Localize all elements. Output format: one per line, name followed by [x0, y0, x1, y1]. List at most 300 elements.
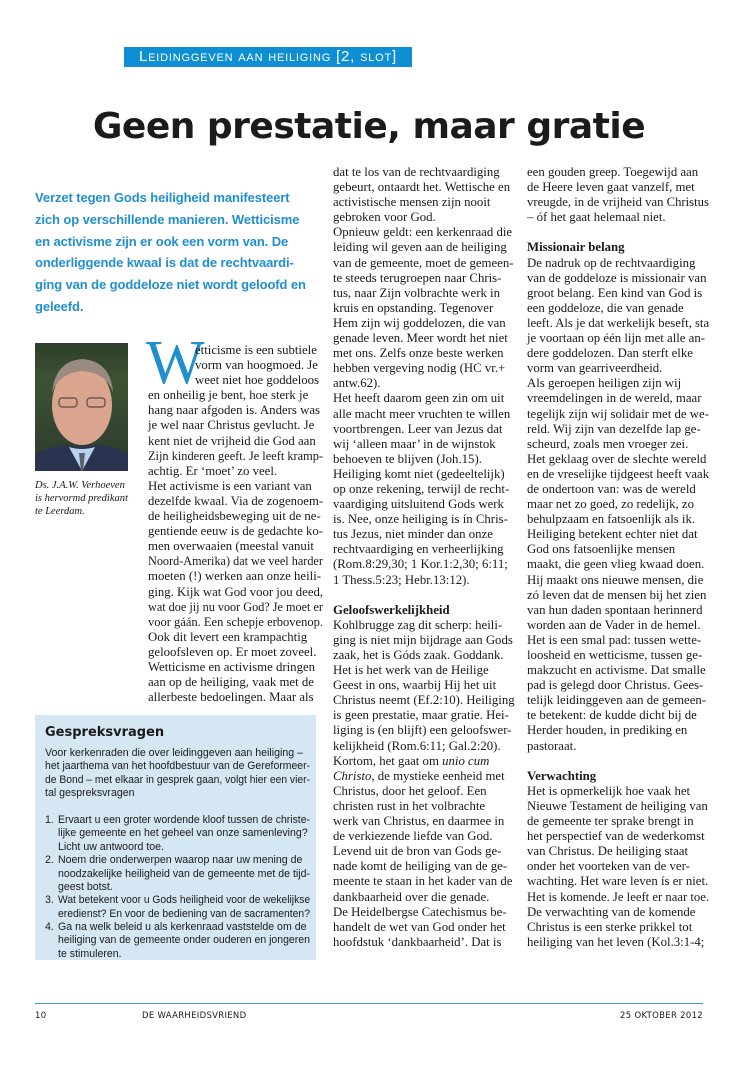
text-line: Christus is een sterke prikkel tot	[527, 919, 693, 934]
text-line-row	[527, 437, 709, 452]
text-line-row	[333, 407, 515, 422]
text-line-row	[527, 844, 709, 859]
text-line: kent niet de vrijheid die God aan	[148, 433, 316, 448]
text-line: van de gemeente, moet de gemeen-	[333, 255, 514, 270]
intro-line-row	[35, 231, 320, 253]
text-line-row	[333, 437, 515, 452]
text-line: reld. Wij zijn van dezelfde lap ge-	[527, 421, 701, 436]
question-item	[45, 854, 310, 894]
text-line-row	[527, 256, 709, 271]
text-line-row	[527, 301, 709, 316]
text-line: het perspectief van de wederkomst	[527, 829, 705, 844]
text-line-row	[333, 890, 515, 905]
text-line-row	[527, 331, 709, 346]
question-line: Wat betekent voor u Gods heiligheid voor de wekelijkse	[58, 894, 311, 907]
text-line: activistische mensen zijn nooit	[333, 195, 491, 210]
text-line-row	[527, 723, 709, 738]
text-line: tus Jezus, niet minder dan onze	[333, 527, 493, 542]
text-line-row	[148, 675, 323, 690]
text-line: gentiende eeuw is de gedachte ko-	[148, 524, 324, 539]
text-line: Het is opmerkelijk hoe vaak het	[527, 783, 691, 798]
text-line-row	[333, 271, 515, 286]
text-line: vaardiging uitsluitend Gods werk	[333, 497, 504, 512]
text-line: vorm van gearriveerdheid.	[527, 361, 663, 376]
intro-line: onderliggende kwaal is dat de rechtvaardi-	[35, 255, 294, 271]
text-line-row	[527, 376, 709, 391]
text-line-row	[527, 512, 709, 527]
text-line: de gemeente ter sprake brengt in	[527, 814, 694, 829]
text-line: voortbrengen. Leer van Jezus dat	[333, 421, 503, 436]
text-line: tegelijk zijn wij solidair met de we-	[527, 406, 709, 421]
publication-name: DE WAARHEIDSVRIEND	[142, 1011, 247, 1021]
text-line: behoeven te blijven (Joh.15).	[333, 451, 482, 466]
text-line-row	[148, 403, 323, 418]
text-line-row	[333, 346, 515, 361]
text-line-row	[527, 890, 709, 905]
text-line-row	[333, 452, 515, 467]
text-line: Nieuwe Testament de heiliging van	[527, 798, 708, 813]
text-line-row	[527, 920, 709, 935]
text-line: op onze rekening, terwijl de recht-	[333, 481, 510, 496]
intro-line-row	[35, 274, 320, 296]
text-line-row	[333, 693, 515, 708]
text-line-row	[148, 434, 323, 449]
text-line: wat doe jij nu voor God? Je moet er	[148, 599, 323, 614]
text-line: te betekent: de kudde dicht bij de	[527, 708, 697, 723]
question-line: noodzakelijke heiligheid van de gemeente met de tijd-	[58, 867, 311, 880]
text-line: meente te staan in het kader van de	[333, 874, 513, 889]
blank-line	[527, 754, 709, 769]
caption-line: is hervormd predikant	[35, 493, 128, 504]
text-line: de heiligheidsbeweging uit de ne-	[148, 509, 321, 524]
text-line-row	[333, 844, 515, 859]
question-text	[58, 921, 310, 961]
text-line-row	[333, 739, 515, 754]
text-line-row	[333, 542, 515, 557]
page-number: 10	[35, 1011, 47, 1021]
text-line: de Heere leven gaat vanzelf, met	[527, 180, 695, 195]
text-line-row	[333, 195, 515, 210]
intro-line: zich op verschillende manieren. Wetticisme	[35, 211, 300, 227]
box-intro-line: Voor kerkenraden die over leidinggeven aan heiliging –	[45, 747, 303, 759]
text-line-row	[333, 422, 515, 437]
text-line-row	[148, 373, 323, 388]
author-photo	[35, 343, 128, 471]
text-line: pad is gelegd door Christus. Gees-	[527, 678, 704, 693]
text-line: is geen prestatie, maar gratie. Hei-	[333, 708, 509, 723]
text-line: ging is niet mijn bijdrage aan Gods	[333, 632, 513, 647]
text-line-row	[527, 588, 709, 603]
text-line-row	[333, 240, 515, 255]
text-line: Hij maakt ons nieuwe mensen, die	[527, 572, 704, 587]
text-line: scheurd, zoals men vroeger zei.	[527, 436, 689, 451]
text-line: Ook dit levert een krampachtig	[148, 629, 308, 644]
text-line-row	[333, 512, 515, 527]
text-line: Als geroepen heiligen zijn wij	[527, 376, 682, 391]
text-line-row	[527, 180, 709, 195]
text-line-row	[527, 527, 709, 542]
text-line-row	[527, 452, 709, 467]
question-item	[45, 814, 310, 854]
text-line: hoofdstuk ‘dankbaarheid’. Dat is	[333, 934, 502, 949]
text-line: Levend uit de bron van Gods ge-	[333, 844, 502, 859]
text-line: Heiliging komt niet (gedeeltelijk)	[333, 466, 505, 481]
text-line-row	[527, 316, 709, 331]
text-line: worden aan de Vader in de hemel.	[527, 617, 701, 632]
text-line-row	[527, 467, 709, 482]
caption-line: te Leerdam.	[35, 506, 85, 517]
text-line-row	[333, 769, 515, 784]
text-line: je wel naar Christus gevlucht. Je	[148, 418, 315, 433]
text-line: en de vreselijke tijdgeest heeft vaak	[527, 466, 710, 481]
text-line-row	[527, 799, 709, 814]
text-line: Hem zijn wij goddelozen, die van	[333, 315, 506, 330]
box-intro-row	[45, 787, 310, 800]
text-line-row	[527, 165, 709, 180]
text-line: met ons. Zelfs onze beste werken	[333, 346, 504, 361]
question-number: 3.	[45, 894, 54, 907]
text-line-row	[527, 195, 709, 210]
text-line: liging is (en blijft) een geloofswer-	[333, 723, 512, 738]
page-title: Geen prestatie, maar gratie	[92, 106, 646, 147]
text-line	[333, 769, 505, 784]
text-line-row	[527, 708, 709, 723]
intro-line-row	[35, 296, 320, 318]
text-line: tus, naar Zijn volbrachte werk in	[333, 285, 501, 300]
box-intro-line: het jaarthema van het hoofdbestuur van de Gereformeer-	[45, 760, 311, 773]
question-number: 1.	[45, 813, 54, 826]
text-line-row	[333, 829, 515, 844]
box-intro-row	[45, 760, 310, 773]
intro-line: geleefd.	[35, 298, 84, 314]
intro-line-row	[35, 252, 320, 274]
text-line-row	[527, 618, 709, 633]
text-line-row	[333, 316, 515, 331]
text-line-row	[527, 346, 709, 361]
text-line-row	[527, 557, 709, 572]
text-line-row	[148, 449, 323, 464]
text-line: De Heidelbergse Catechismus be-	[333, 904, 507, 919]
text-line: behulpzaam en fatsoenlijk als ik.	[527, 512, 696, 527]
text-line: aan op de heiliging, vaak met de	[148, 675, 314, 690]
text-line: de ondertoon van: was de wereld	[527, 481, 696, 496]
text-line-row	[527, 693, 709, 708]
text-line: groot belang. Een kind van God is	[527, 285, 703, 300]
question-number: 2.	[45, 854, 54, 867]
text-line: onder het voorteken van de ver-	[527, 859, 690, 874]
text-line-row	[333, 678, 515, 693]
text-line: pastoraat.	[527, 738, 577, 753]
issue-date: 25 OKTOBER 2012	[620, 1011, 703, 1021]
section-banner: Leidinggeven aan heiliging [2, slot]	[124, 47, 412, 67]
text-line-row	[333, 920, 515, 935]
subheading: Geloofswerkelijkheid	[333, 602, 450, 617]
text-line: achtig. Er ‘moet’ zo veel.	[148, 463, 278, 478]
question-line: Ga na welk beleid u als kerkenraad vaststelde om de	[58, 921, 307, 934]
text-line: rechtvaardiging en verheerlijking	[333, 542, 504, 557]
text-line: Heiliging betekent echter niet dat	[527, 527, 698, 542]
question-line: te stimuleren.	[58, 947, 122, 960]
text-line-row	[527, 240, 709, 255]
question-row	[58, 881, 310, 894]
text-line-row	[527, 739, 709, 754]
text-line: van hun daden spontaan herinnerd	[527, 602, 703, 617]
question-text	[58, 894, 310, 921]
text-line-row	[148, 690, 323, 705]
text-line-row	[333, 165, 515, 180]
text-line: wachting. Het ware leven ís er niet.	[527, 874, 709, 889]
text-line: vreemdelingen in de wereld, maar	[527, 391, 702, 406]
text-line: Geest in ons, waarbij Hij het uit	[333, 678, 497, 693]
text-line: en onheilig je bent, hoe sterk je	[148, 388, 309, 403]
text-line-row	[333, 723, 515, 738]
text-line: zaak, het is Góds zaak. Goddank.	[333, 648, 504, 662]
subheading: Verwachting	[527, 768, 597, 783]
text-line-row	[148, 418, 323, 433]
text-line: men overwaaien (meestal vanuit	[148, 539, 314, 554]
text-line: geloofsleven op. Er moet zoveel.	[148, 644, 317, 659]
text-line-row	[527, 422, 709, 437]
italic-phrase: Christo	[333, 768, 372, 783]
text-line: nade komt de heiliging van de ge-	[333, 859, 508, 874]
text-line: loosheid en wetticisme, tussen ge-	[527, 648, 703, 662]
text-line: handelt de wet van God onder het	[333, 919, 506, 934]
text-line: etticisme is een subtiele	[195, 343, 317, 357]
text-line-row	[333, 754, 515, 769]
article-column-3	[527, 165, 709, 950]
text-line-row	[333, 663, 515, 678]
text-line: antw.62).	[333, 376, 381, 391]
question-row	[58, 827, 310, 840]
text-line: van Christus. De heiliging staat	[527, 844, 689, 859]
question-row	[58, 868, 310, 881]
question-text	[58, 814, 310, 854]
text-line-row	[333, 180, 515, 195]
question-row	[58, 814, 310, 827]
text-line-row	[148, 509, 323, 524]
drop-cap: W	[146, 329, 205, 397]
blank-line	[527, 225, 709, 240]
intro-line: ging van de goddeloze niet wordt geloofd en	[35, 277, 306, 293]
text-line-row	[148, 494, 323, 509]
text-line-row	[148, 600, 323, 615]
text-line: telijk leidinggeven aan de gemeen-	[527, 693, 707, 708]
intro-line-row	[35, 209, 320, 231]
text-line: Opnieuw geldt: een kerkenraad die	[333, 225, 513, 240]
author-portrait-image	[35, 343, 128, 471]
text-line-row	[148, 630, 323, 645]
text-line: gebeurt, ontaardt het. Wettische en	[333, 180, 511, 195]
question-line: Ervaart u een groter wordende kloof tussen de christe-	[58, 813, 311, 826]
text-line: Wetticisme en activisme dringen	[148, 659, 316, 674]
question-row	[58, 841, 310, 854]
box-title: Gespreksvragen	[45, 725, 165, 740]
footer-divider	[35, 1003, 703, 1004]
text-line-row	[333, 905, 515, 920]
text-line-row	[527, 603, 709, 618]
text-segment: Kortom, het gaat om	[333, 753, 443, 768]
text-line-row	[333, 301, 515, 316]
text-line-row	[333, 573, 515, 588]
text-line-row	[333, 935, 515, 950]
text-line-row	[527, 633, 709, 648]
question-line: eredienst? En voor de bediening van de sacramenten?	[58, 907, 310, 920]
text-line	[333, 754, 489, 769]
text-line-row	[333, 361, 515, 376]
text-line: (Rom.8:29,30; 1 Kor.1:2,30; 6:11;	[333, 557, 508, 572]
text-line: christen rust in het volbrachte	[333, 798, 486, 813]
text-line-row	[148, 660, 323, 675]
text-line-row	[148, 585, 323, 600]
text-line: Het geklaag over de slechte wereld	[527, 451, 707, 466]
question-row	[58, 908, 310, 921]
text-line: hebben vergeving nodig (HC vr.+	[333, 361, 506, 376]
text-line: leiding wil geven aan de heiliging	[333, 240, 507, 255]
text-line-row	[333, 799, 515, 814]
question-row	[58, 854, 310, 867]
text-line-row	[527, 769, 709, 784]
question-line: geest botst.	[58, 880, 113, 893]
text-line-row	[333, 648, 515, 663]
text-line-row	[333, 859, 515, 874]
text-line-row	[527, 482, 709, 497]
text-line: Kohlbrugge zag dit scherp: heili-	[333, 617, 503, 632]
text-line: dat te los van de rechtvaardiging	[333, 165, 500, 179]
question-row	[58, 948, 310, 961]
article-intro	[35, 187, 320, 318]
text-line: kelijkheid (Rom.6:11; Gal.2:20).	[333, 738, 501, 753]
text-line-row	[527, 210, 709, 225]
box-intro-line: tal gespreksvragen	[45, 787, 135, 800]
text-line: is. Nee, onze heiliging is ín Chris-	[333, 512, 508, 527]
text-line: zó leven dat de mensen bij het zien	[527, 587, 707, 602]
text-line-row	[148, 539, 323, 554]
text-line-row	[148, 343, 323, 358]
text-line-row	[527, 271, 709, 286]
text-line-row	[333, 376, 515, 391]
text-line-row	[148, 358, 323, 373]
text-line-row	[333, 256, 515, 271]
text-line-row	[527, 905, 709, 920]
text-line: Christus neemt (Ef.2:10). Heiliging	[333, 693, 515, 708]
text-line: voor gáán. Een schepje erbovenop.	[148, 614, 323, 629]
text-line: Herder houden, in prediking en	[527, 723, 688, 738]
box-intro-line: de Bond – met elkaar in gesprek gaan, volgt hier een vier-	[45, 773, 311, 786]
text-line-row	[333, 467, 515, 482]
text-line-row	[527, 497, 709, 512]
text-line: dere goddelozen. Dan sterft elke	[527, 346, 693, 361]
text-line: heiliging van het leven (Kol.3:1-4;	[527, 934, 705, 949]
question-item	[45, 921, 310, 961]
text-line: Noord-Amerika) dat we veel harder	[148, 554, 323, 569]
text-line: maakt, die geen vlieg kwaad doen.	[527, 557, 705, 572]
text-line-row	[148, 554, 323, 569]
text-line: – óf het gaat helemaal niet.	[527, 210, 666, 225]
question-item	[45, 894, 310, 921]
text-line: moeten (!) werken aan onze heili-	[148, 569, 322, 584]
text-line-row	[148, 388, 323, 403]
text-line-row	[333, 784, 515, 799]
author-caption	[35, 479, 135, 518]
blank-line	[45, 801, 310, 814]
text-line: Het is komende. Je leeft er naar toe.	[527, 889, 710, 904]
text-line: ging. Kijk wat God voor jou deed,	[148, 584, 324, 599]
text-line: God ons fatsoenlijke mensen	[527, 542, 676, 557]
text-line-row	[148, 464, 323, 479]
text-line-row	[527, 663, 709, 678]
text-line: makzucht en activisme. Dat smalle	[527, 663, 706, 678]
intro-line: en activisme zijn er ook een vorm van. De	[35, 233, 289, 249]
text-line: te steeds terugroepen naar Chris-	[333, 270, 502, 285]
text-line-row	[333, 874, 515, 889]
text-line: alle macht meer vruchten te willen	[333, 406, 511, 421]
text-line: De nadruk op de rechtvaardiging	[527, 255, 696, 270]
text-line-row	[527, 286, 709, 301]
box-intro-row	[45, 774, 310, 787]
text-line-row	[333, 331, 515, 346]
box-intro-row	[45, 747, 310, 760]
text-line-row	[333, 286, 515, 301]
intro-line-row	[35, 187, 320, 209]
text-line: een gouden greep. Toegewijd aan	[527, 165, 699, 179]
text-line-row	[527, 542, 709, 557]
text-line: je voortaan op één lijn met alle an-	[527, 331, 706, 346]
text-line: wij ‘alleen maar’ in de wijnstok	[333, 436, 496, 451]
text-line: 1 Thess.5:23; Hebr.13:12).	[333, 572, 470, 587]
caption-line: Ds. J.A.W. Verhoeven	[35, 480, 125, 491]
text-line: dezelfde kwaal. Via de zogenoem-	[148, 493, 324, 508]
text-line: allerbeste bedoelingen. Maar als	[148, 690, 314, 705]
text-line-row	[527, 361, 709, 376]
text-line-row	[527, 859, 709, 874]
text-line: Het is het werk van de Heilige	[333, 663, 489, 678]
text-line: hang naar afgoden is. Anders was	[148, 403, 320, 418]
text-line: leeft. Als je dat werkelijk beseft, sta	[527, 315, 710, 330]
text-line-row	[333, 497, 515, 512]
text-line-row	[333, 557, 515, 572]
text-line-row	[333, 618, 515, 633]
text-line: genade leven. Meer wordt het niet	[333, 331, 508, 346]
question-line: heiliging van de gemeente onder ouderen en jongeren	[58, 934, 310, 947]
text-line-row	[148, 569, 323, 584]
text-line-row	[333, 603, 515, 618]
question-number: 4.	[45, 921, 54, 934]
text-line: gebroken voor God.	[333, 210, 436, 225]
text-line: de verkiezende liefde van God.	[333, 829, 493, 844]
question-line: lijke gemeente en het geheel van onze samenleving?	[58, 827, 308, 840]
box-body	[45, 747, 310, 961]
text-line: weet niet hoe goddeloos	[195, 373, 320, 388]
question-line: Noem drie onderwerpen waarop naar uw mening de	[58, 854, 303, 867]
text-line: Christus, door het geloof. Een	[333, 783, 487, 798]
text-line-row	[527, 874, 709, 889]
text-line-row	[527, 935, 709, 950]
question-text	[58, 854, 310, 894]
text-line: van de goddeloze is missionair van	[527, 270, 707, 285]
subheading: Missionair belang	[527, 240, 625, 255]
text-line: dankbaarheid over die genade.	[333, 889, 490, 904]
text-line-row	[148, 479, 323, 494]
article-column-1	[148, 343, 323, 705]
text-line-row	[148, 524, 323, 539]
text-line-row	[333, 633, 515, 648]
text-line-row	[527, 678, 709, 693]
text-line-row	[527, 829, 709, 844]
text-line-row	[527, 814, 709, 829]
intro-line: Verzet tegen Gods heiligheid manifesteert	[35, 190, 290, 205]
text-line-row	[333, 391, 515, 406]
text-line-row	[333, 210, 515, 225]
